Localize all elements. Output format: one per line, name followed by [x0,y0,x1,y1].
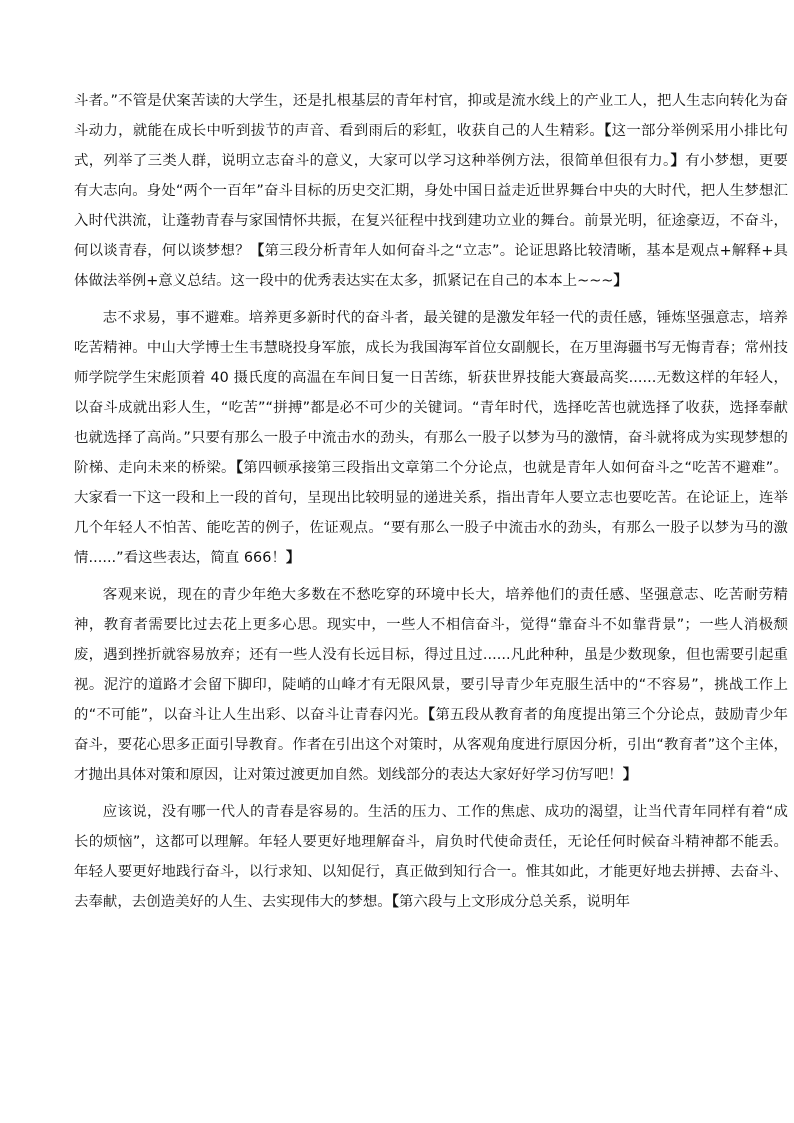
paragraph-1-text-a: 斗者。”不管是伏案苦读的大学生，还是扎根基层的青年村官，抑或是流水线上的产业工人，把人生志向转化为奋斗动力，就能在成长中听到拔节的声音、看到雨后的彩虹，收获自己的人生精彩。 [74,93,788,139]
document-body [74,86,788,917]
annotation-note: 第五段从教育者的角度提出第三个分论点，鼓励青少年奋斗，要花心思多正面引导教育。作者在引出这个对策时，从客观角度进行原因分析，引出“教育者”这个主体，才抛出具体对策和原因，让对策过渡更加自然。划线部分的表达大家好好学习仿写吧！ [74,707,788,783]
annotation-close-bracket: 】 [622,767,638,783]
annotation-close-bracket: 】 [613,273,628,289]
paragraph-4 [74,797,788,917]
paragraph-2-text: 志不求易，事不避难。培养更多新时代的奋斗者，最关键的是激发年轻一代的责任感，锤炼坚强意志，培养吃苦精神。中山大学博士生韦慧晓投身军旅，成长为我国海军首位女副舰长，在万里海疆书写无悔青春；常州技师学院学生宋彪顶着 40 摄氏度的高温在车间日复一日苦练，斩获世界技能大赛最高奖......无数这样的年轻人，以奋斗成就出彩人生，“吃苦”“拼搏”都是必不可少的关键词。“青年时代，选择吃苦也就选择了收获，选择奉献也就选择了高尚。”只要有那么一股子中流击水的劲头，有那么一股子以梦为马的激情，奋斗就将成为实现梦想的阶梯、走向未来的桥梁。 [74,310,788,476]
paragraph-2 [74,303,788,573]
paragraph-3-text: 客观来说，现在的青少年绝大多数在不愁吃穿的环境中长大，培养他们的责任感、坚强意志、吃苦耐劳精神，教育者需要比过去花上更多心思。现实中，一些人不相信奋斗，觉得“靠奋斗不如靠背景”；一些人消极颓废，遇到挫折就容易放弃；还有一些人没有长远目标，得过且过......凡此种种，虽是少数现象，但也需要引起重视。泥泞的道路才会留下脚印，陡峭的山峰才有无限风景，要引导青少年克服生活中的“不容易”，挑战工作上的“不可能”，以奋斗让人生出彩、以奋斗让青春闪光。 [74,587,788,723]
paragraph-4-text: 应该说，没有哪一代人的青春是容易的。生活的压力、工作的焦虑、成功的渴望，让当代青年同样有着“成长的烦恼”，这都可以理解。年轻人要更好地理解奋斗，肩负时代使命责任，无论任何时候奋斗精神都不能丢。年轻人要更好地践行奋斗，以行求知、以知促行，真正做到知行合一。惟其如此，才能更好地去拼搏、去奋斗、去奉献，去创造美好的人生、去实现伟大的梦想。 [74,804,788,910]
annotation-note: 这一部分举例采用小排比句式，列举了三类人群，说明立志奋斗的意义，大家可以学习这种举例方法，很简单但很有力。 [74,123,788,169]
annotation-note: 第三段分析青年人如何奋斗之“立志”。论证思路比较清晰，基本是观点+解释+具体做法举例+意义总结。这一段中的优秀表达实在太多，抓紧记在自己的本本上~~~ [74,243,788,289]
annotation-note: 第六段与上文形成分总关系，说明年 [398,894,631,910]
annotation-close-bracket: 】 [670,153,686,169]
annotation-open-bracket: 【 [604,123,612,139]
paragraph-1 [74,86,788,296]
annotation-open-bracket: 【 [235,460,244,476]
annotation-close-bracket: 】 [285,550,301,566]
annotation-open-bracket: 【 [391,894,399,910]
annotation-open-bracket: 【 [427,707,436,723]
paragraph-3 [74,580,788,790]
paragraph-1-text-b: 有小梦想，更要有大志向。身处“两个一百年”奋斗目标的历史交汇期，身处中国日益走近世界舞台中央的大时代，把人生梦想汇入时代洪流，让蓬勃青春与家国情怀共振，在复兴征程中找到建功立业的舞台。前景光明，征途豪迈，不奋斗，何以谈青春，何以谈梦想？ [74,153,788,259]
annotation-open-bracket: 【 [249,243,265,259]
annotation-note: 第四顿承接第三段指出文章第二个分论点，也就是青年人如何奋斗之“吃苦不避难”。大家看一下这一段和上一段的首句，呈现出比较明显的递进关系，指出青年人要立志也要吃苦。在论证上，连举几个年轻人不怕苦、能吃苦的例子，佐证观点。“要有那么一股子中流击水的劲头，有那么一股子以梦为马的激情......”看这些表达，简直 666！ [74,460,788,566]
